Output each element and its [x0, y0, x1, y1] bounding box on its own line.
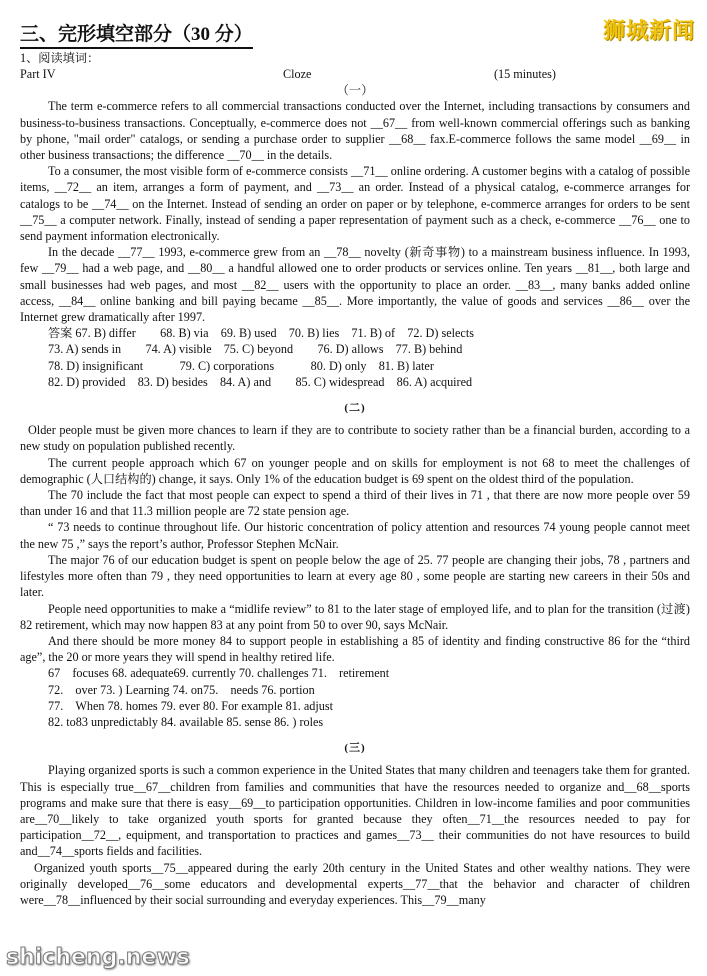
s2-paragraph: The major 76 of our education budget is spent on people below the age of 25. 77 people are changing their jobs, 78 , partners and lifestyles more often than 79 , they need opportunities to learn at every age 80 , some people are starting new careers in their 50s and later. [20, 552, 690, 600]
s2-answer-line: 67 focuses 68. adequate69. currently 70. challenges 71. retirement [48, 666, 390, 681]
s2-answer-line: 77. When 78. homes 79. ever 80. For example 81. adjust [48, 698, 333, 713]
s1-answer-line: 78. D) insignificant 79. C) corporations 80. D) only 81. B) later [48, 358, 434, 373]
s1-answer-line: 答案 67. B) differ 68. B) via 69. B) used 70. B) lies 71. B) of 72. D) selects [48, 326, 474, 341]
part-label: Part IV [20, 67, 56, 82]
section-label-2: (二) [344, 402, 366, 415]
site-watermark: shicheng.news [6, 945, 190, 970]
s2-answer-line: 82. to83 unpredictably 84. available 85. sense 86. ) roles [48, 714, 324, 729]
s1-answer-line: 82. D) provided 83. D) besides 84. A) and 85. C) widespread 86. A) acquired [48, 374, 473, 389]
document-body [20, 50, 690, 908]
s2-answer-line: 72. over 73. ) Learning 74. on75. needs 76. portion [48, 682, 315, 697]
s3-paragraph: Organized youth sports__75__appeared during the early 20th century in the United States and other wealthy nations. They were originally developed__76__some educators and developmental experts__77__that the behavior and character of children were__78__influenced by their social surrounding and everyday experiences. This__79__many [20, 860, 690, 907]
s2-paragraph: “ 73 needs to continue throughout life. Our historic concentration of policy attention and resources 74 young people cannot meet the new 75 ,” says the report’s author, Professor Stephen McNair. [20, 520, 690, 551]
s2-paragraph: The current people approach which 67 on younger people and on skills for employment is not 68 to meet the challenges of demographic (人口结构的) change, it says. Only 1% of the education budget is 69 spent on the oldest third of the population. [20, 455, 690, 486]
subtitle: 1、阅读填词： [20, 51, 100, 65]
s1-paragraph: To a consumer, the most visible form of e-commerce consists __71__ online ordering. A customer begins with a catalog of possible items, __72__ an item, arranges a form of payment, and __73__ an order. Instead of a physical catalog, e-commerce arranges for catalogs to be __74__ on the Internet. Instead of sending an order on paper or by telephone, e-commerce arranges for orders to be sent __75__ a computer network. Finally, instead of sending a paper representation of payment such as a check, e-commerce __76__ one to send payment information electronically. [20, 164, 690, 244]
s1-answer-line: 73. A) sends in 74. A) visible 75. C) beyond 76. D) allows 77. B) behind [48, 342, 463, 357]
s2-paragraph: And there should be more money 84 to support people in establishing a 85 of identity and finding constructive 86 for the “third age”, the 20 or more years they will spend in healthy retired life. [20, 633, 690, 665]
part-header-row [20, 66, 690, 82]
brand-logo: 狮城新闻 [602, 19, 695, 44]
s2-paragraph: Older people must be given more chances to learn if they are to contribute to society rather than be a financial burden, according to a new study on population published recently. [20, 423, 690, 454]
section-title: 三、完形填空部分（30 分） [20, 24, 253, 49]
s2-paragraph: The 70 include the fact that most people can expect to spend a third of their lives in 71 , that there are now more people over 59 than under 16 and that 11.3 million people are 72 state pension age. [20, 488, 690, 519]
s2-paragraph: People need opportunities to make a “midlife review” to 81 to the later stage of employed life, and to plan for the transition (过渡) 82 retirement, which may now happen 83 at any point from 50 to over 90, says McNair. [20, 601, 690, 632]
time-label: (15 minutes) [494, 67, 556, 82]
cloze-label: Cloze [283, 67, 312, 82]
s3-paragraph: Playing organized sports is such a common experience in the United States that many children and teenagers take them for granted. This is especially true__67__children from families and communities that have the resources needed to organize and__68__sports programs and make sure that there is easy__69__to participation opportunities. Children in low-income families and poor communities are__70__likely to take organized youth sports for granted because they often__71__the resources needed to pay for participation__72__, equipment, and transportation to practices and games__73__ their communities do not have resources to build and__74__sports fields and facilities. [20, 763, 690, 859]
s1-paragraph: In the decade __77__ 1993, e-commerce grew from an __78__ novelty (新奇事物) to a mainstream business influence. In 1993, few __79__ had a web page, and __80__ a handful allowed one to order products or services online. Ten years __81__, both large and small businesses had web pages, and most __82__ users with the opportunity to place an order. __83__, many banks added online access, __84__ online banking and bill paying became __85__. More importantly, the value of goods and services __86__ over the Internet grew dramatically after 1997. [20, 245, 690, 325]
section-label-1: （一） [336, 83, 374, 98]
s1-paragraph: The term e-commerce refers to all commercial transactions conducted over the Internet, including transactions by consumers and business-to-business transactions. Conceptually, e-commerce does not __67__ from well-known commercial offerings such as banking by phone, "mail order" catalogs, or sending a purchase order to supplier __68__ fax.E-commerce follows the same model __69__ in other business transactions; the difference __70__ in the details. [20, 99, 690, 163]
section-label-3: (三) [344, 742, 366, 755]
